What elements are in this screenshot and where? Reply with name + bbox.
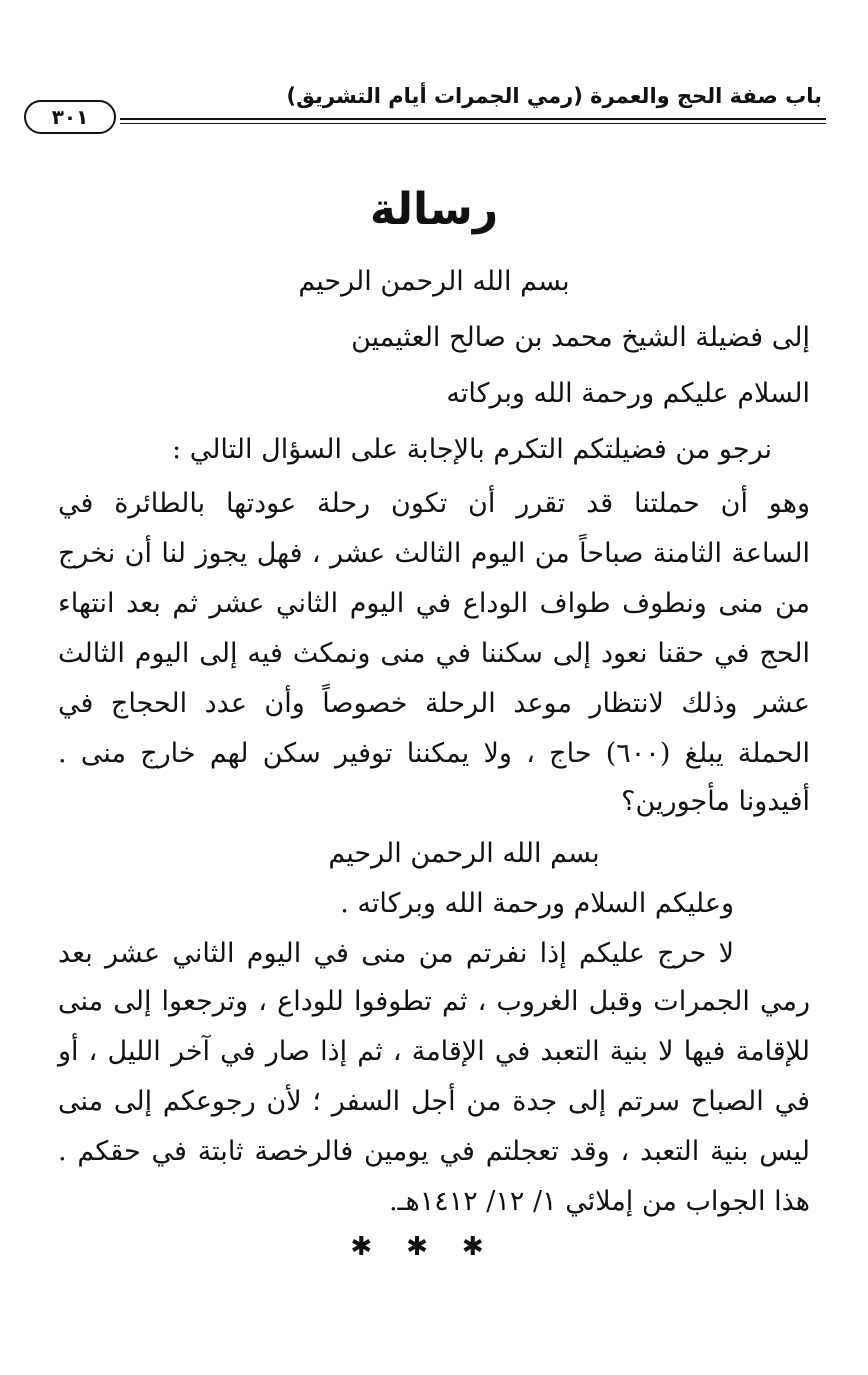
letter-greeting: السلام عليكم ورحمة الله وبركاته [446, 378, 810, 409]
dictation-note: هذا الجواب من إملائي ١/ ١٢/ ١٤١٢هـ. [388, 1186, 810, 1217]
question-line: نرجو من فضيلتكم التكرم بالإجابة على السؤال التالي : [172, 434, 772, 465]
question-line: الساعة الثامنة صباحاً من اليوم الثالث عشر ، فهل يجوز لنا أن نخرج [58, 538, 810, 569]
question-line: وهو أن حملتنا قد تقرر أن تكون رحلة عودتها بالطائرة في [58, 488, 810, 519]
answer-line: لا حرج عليكم إذا نفرتم من منى في اليوم الثاني عشر بعد [58, 938, 734, 969]
question-line: الحج في حقنا نعود إلى سكننا في منى ونمكث فيه إلى اليوم الثالث [58, 638, 810, 669]
question-line: أفيدونا مأجورين؟ [621, 786, 810, 817]
letter-title: رسالة [369, 184, 499, 235]
letter-addressee: إلى فضيلة الشيخ محمد بن صالح العثيمين [351, 322, 810, 353]
question-line: الحملة يبلغ (٦٠٠) حاج ، ولا يمكننا توفير سكن لهم خارج منى . [58, 738, 810, 769]
question-line: من منى ونطوف طواف الوداع في اليوم الثاني عشر ثم بعد انتهاء [58, 588, 810, 619]
answer-basmala: بسم الله الرحمن الرحيم [328, 838, 600, 869]
header-rule [120, 118, 826, 124]
answer-line: رمي الجمرات وقبل الغروب ، ثم تطوفوا للوداع ، وترجعوا إلى منى [58, 986, 810, 1017]
chapter-title: باب صفة الحج والعمرة (رمي الجمرات أيام التشريق) [286, 84, 822, 108]
answer-line: ليس بنية التعبد ، وقد تعجلتم في يومين فالرخصة ثابتة في حقكم . [58, 1136, 810, 1167]
answer-line: للإقامة فيها لا بنية التعبد في الإقامة ، ثم إذا صار في آخر الليل ، أو [58, 1036, 810, 1067]
letter-basmala: بسم الله الرحمن الرحيم [298, 266, 570, 297]
answer-greeting: وعليكم السلام ورحمة الله وبركاته . [340, 888, 734, 919]
page-number: ٣٠١ [24, 100, 116, 134]
section-separator: ✱✱✱ [350, 1232, 518, 1262]
running-header [24, 84, 826, 134]
question-line: عشر وذلك لانتظار موعد الرحلة خصوصاً وأن عدد الحجاج في [58, 688, 810, 719]
answer-line: في الصباح سرتم إلى جدة من أجل السفر ؛ لأن رجوعكم إلى منى [58, 1086, 810, 1117]
